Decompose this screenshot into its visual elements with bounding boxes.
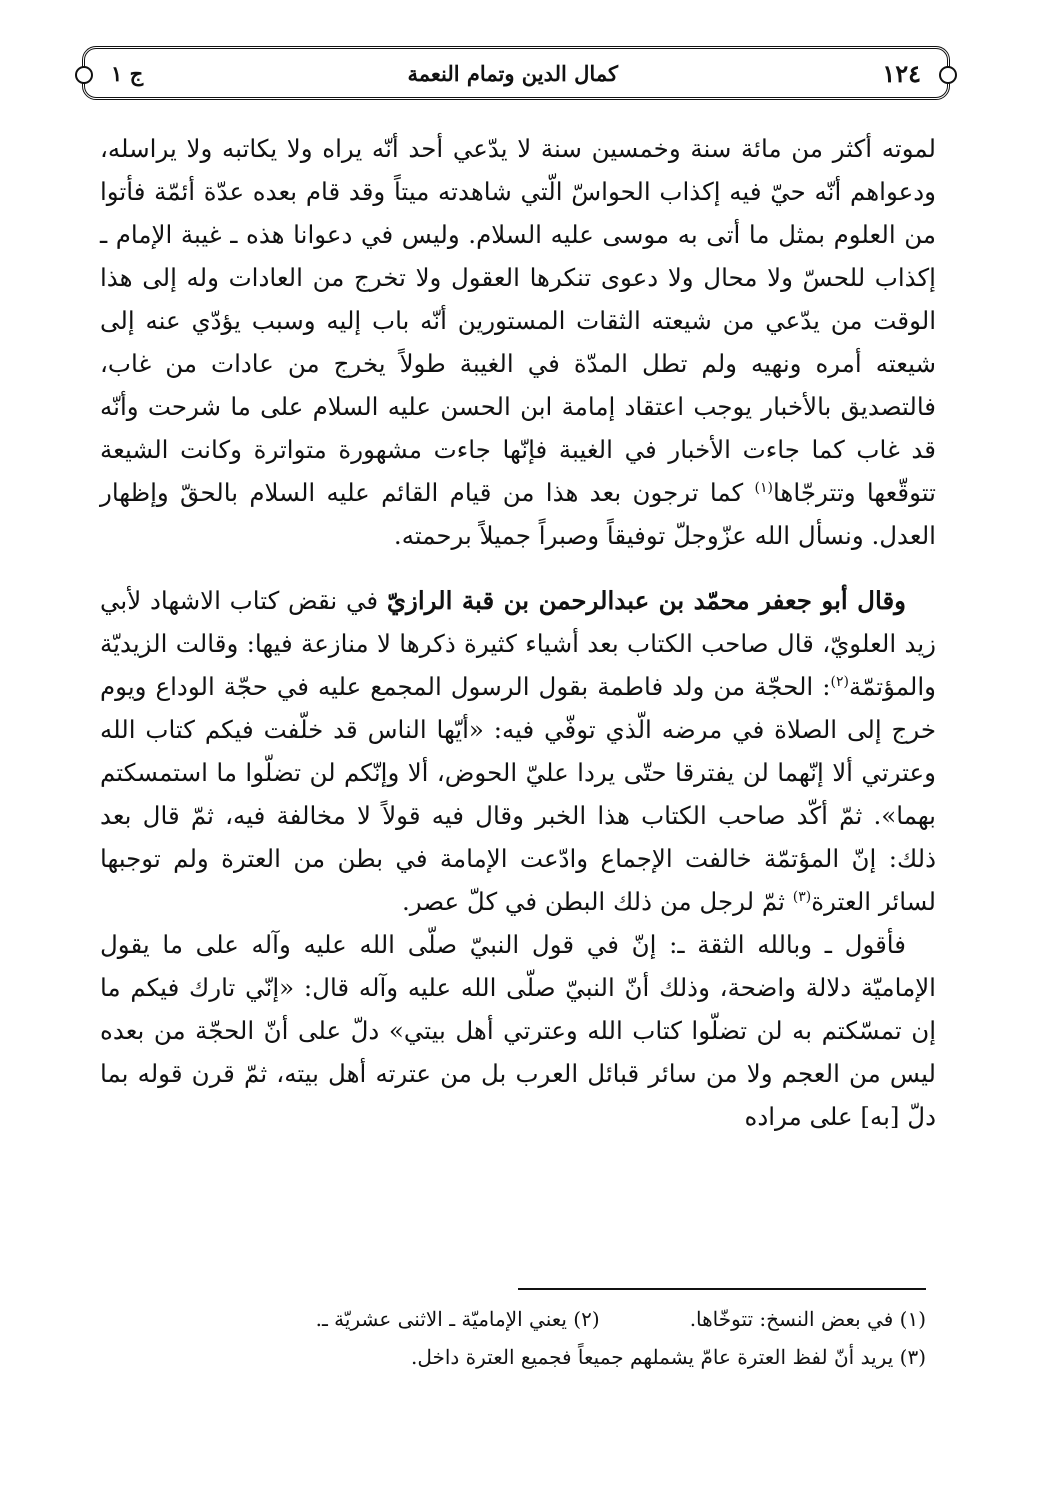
book-title: كمال الدين وتمام النعمة [407, 60, 618, 86]
page-number: ١٢٤ [882, 58, 921, 88]
ornament-icon [939, 66, 957, 84]
footnotes [100, 1300, 926, 1376]
running-header [82, 46, 950, 100]
footnote-row [100, 1300, 926, 1338]
paragraph-lead: وقال أبو جعفر محمّد بن عبدالرحمن بن قبة الرازيّ [386, 586, 906, 615]
footnote-mark: (٢) [830, 673, 849, 690]
footnote-divider [518, 1288, 926, 1290]
footnote-2: (٢) يعني الإماميّة ـ الاثنى عشريّة ـ. [315, 1307, 600, 1331]
footnote-mark: (١) [754, 479, 773, 496]
paragraph [100, 127, 936, 557]
footnote-3: (٣) يريد أنّ لفظ العترة عامّ يشملهم جميعاً فجميع العترة داخل. [410, 1345, 926, 1369]
paragraph [100, 579, 936, 923]
ornament-icon [75, 66, 93, 84]
volume-label: ج ١ [111, 60, 144, 86]
paragraph-text: في نقض كتاب الاشهاد لأبي زيد العلويّ، قال صاحب الكتاب بعد أشياء كثيرة ذكرها لا منازعة فيها: وقالت الزيديّة والمؤتمّة [100, 586, 936, 701]
paragraph-text: : الحجّة من ولد فاطمة بقول الرسول المجمع عليه في حجّة الوداع ويوم خرج إلى الصلاة في مرضه الّذي توفّي فيه: «أيّها الناس قد خلّفت فيكم كتاب الله وعترتي ألا إنّهما لن يفترقا حتّى يردا عليّ الحوض، ألا وإنّكم لن تضلّوا ما استمسكتم بهما». ثمّ أكّد صاحب الكتاب هذا الخبر وقال فيه قولاً لا مخالفة فيه، ثمّ قال بعد ذلك: إنّ المؤتمّة خالفت الإجماع وادّعت الإمامة في بطن من العترة ولم توجبها لسائر العترة [100, 672, 936, 916]
paragraph [100, 923, 936, 1138]
footnote-mark: (٣) [792, 888, 812, 905]
footnote-1: (١) في بعض النسخ: تتوخّاها. [689, 1307, 926, 1331]
main-text [100, 127, 936, 1138]
paragraph-text: لموته أكثر من مائة سنة وخمسين سنة لا يدّعي أحد أنّه يراه ولا يكاتبه ولا يراسله، ودعواهم أنّه حيّ فيه إكذاب الحواسّ الّتي شاهدته ميتاً وقد قام بعده عدّة أئمّة فأتوا من العلوم بمثل ما أتى به موسى عليه السلام. وليس في دعوانا هذه ـ غيبة الإمام ـ إكذاب للحسّ ولا محال ولا دعوى تنكرها العقول ولا تخرج من العادات وله إلى هذا الوقت من يدّعي من شيعته الثقات المستورين أنّه باب إليه وسبب يؤدّي عنه إلى شيعته أمره ونهيه ولم تطل المدّة في الغيبة طولاً يخرج من عادات من غاب، فالتصديق بالأخبار يوجب اعتقاد إمامة ابن الحسن عليه السلام على ما شرحت وأنّه قد غاب كما جاءت الأخبار في الغيبة فإنّها جاءت مشهورة متواترة وكانت الشيعة تتوقّعها وتترجّاها [100, 134, 936, 507]
paragraph-text: ثمّ لرجل من ذلك البطن في كلّ عصر. [401, 887, 793, 916]
paragraph-text: كما ترجون بعد هذا من قيام القائم عليه السلام بالحقّ وإظهار العدل. ونسأل الله عزّوجلّ توفيقاً وصبراً جميلاً برحمته. [100, 478, 936, 550]
paragraph-text: فأقول ـ وبالله الثقة ـ: إنّ في قول النبيّ صلّى الله عليه وآله على ما يقول الإماميّة دلالة واضحة، وذلك أنّ النبيّ صلّى الله عليه وآله قال: «إنّي تارك فيكم ما إن تمسّكتم به لن تضلّوا كتاب الله وعترتي أهل بيتي» دلّ على أنّ الحجّة من بعده ليس من العجم ولا من سائر قبائل العرب بل من عترته أهل بيته، ثمّ قرن قوله بما دلّ [به] على مراده [100, 930, 936, 1131]
